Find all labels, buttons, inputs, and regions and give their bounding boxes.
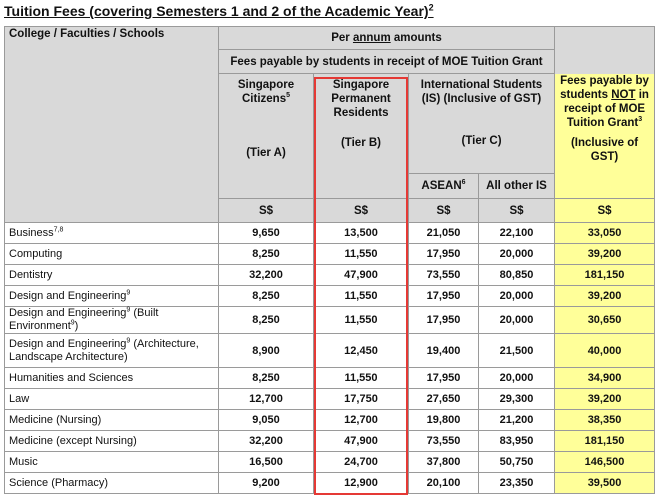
cell-spr: 47,900 — [314, 431, 409, 452]
cell-asean: 17,950 — [409, 244, 479, 265]
cell-other-is: 83,950 — [479, 431, 555, 452]
per-annum-header: Per annum amounts — [219, 27, 555, 50]
cell-asean: 17,950 — [409, 286, 479, 307]
cell-other-is: 22,100 — [479, 223, 555, 244]
row-college-name: Medicine (Nursing) — [5, 410, 219, 431]
cell-spr: 11,550 — [314, 244, 409, 265]
asean-header: ASEAN$^6$ — [409, 174, 479, 199]
row-college-name: Law — [5, 389, 219, 410]
moe-grant-header: Fees payable by students in receipt of MOE Tuition Grant — [219, 50, 555, 74]
cell-other-is: 80,850 — [479, 265, 555, 286]
row-college-name: Humanities and Sciences — [5, 368, 219, 389]
singapore-pr-header: Singapore Permanent Residents (Tier B) — [314, 74, 409, 199]
table-row — [5, 368, 655, 389]
cell-sc: 8,900 — [219, 334, 314, 368]
row-college-name: Science (Pharmacy) — [5, 473, 219, 494]
row-college-name: Computing — [5, 244, 219, 265]
page-title-footnote: 2 — [428, 2, 434, 13]
cell-other-is: 20,000 — [479, 307, 555, 334]
cell-spr: 11,550 — [314, 368, 409, 389]
tier-c-label: (Tier C) — [461, 135, 502, 147]
cell-sc: 8,250 — [219, 286, 314, 307]
table-row — [5, 452, 655, 473]
international-students-header: International Students (IS) (Inclusive of GST) (Tier C) — [409, 74, 555, 174]
cell-other-is: 50,750 — [479, 452, 555, 473]
tier-b-label: (Tier B) — [340, 137, 382, 149]
cell-asean: 37,800 — [409, 452, 479, 473]
cell-asean: 17,950 — [409, 368, 479, 389]
row-college-name: Design and Engineering$^9$ (Built Environment$^9$) — [5, 307, 219, 334]
row-college-name: Music — [5, 452, 219, 473]
cell-sc: 8,250 — [219, 307, 314, 334]
cell-non-grant: 33,050 — [555, 223, 655, 244]
tier-a-label: (Tier A) — [246, 147, 286, 159]
singapore-citizens-header: Singapore Citizens$^5$ (Tier A) — [219, 74, 314, 199]
per-annum-spacer — [555, 27, 655, 74]
cell-other-is: 20,000 — [479, 286, 555, 307]
cell-sc: 32,200 — [219, 431, 314, 452]
tuition-fees-table — [4, 26, 655, 494]
currency-sc: S$ — [219, 199, 314, 223]
currency-nongrant: S$ — [555, 199, 655, 223]
cell-other-is: 29,300 — [479, 389, 555, 410]
cell-asean: 73,550 — [409, 431, 479, 452]
row-college-name: Design and Engineering$^9$ — [5, 286, 219, 307]
cell-spr: 12,450 — [314, 334, 409, 368]
cell-spr: 24,700 — [314, 452, 409, 473]
table-row — [5, 410, 655, 431]
cell-other-is: 21,200 — [479, 410, 555, 431]
cell-asean: 27,650 — [409, 389, 479, 410]
cell-asean: 17,950 — [409, 307, 479, 334]
cell-non-grant: 181,150 — [555, 265, 655, 286]
cell-other-is: 20,000 — [479, 368, 555, 389]
cell-other-is: 21,500 — [479, 334, 555, 368]
cell-spr: 11,550 — [314, 307, 409, 334]
cell-asean: 21,050 — [409, 223, 479, 244]
table-row — [5, 473, 655, 494]
cell-spr: 12,900 — [314, 473, 409, 494]
non-grant-gst-label: (Inclusive of GST) — [570, 136, 639, 163]
cell-asean: 73,550 — [409, 265, 479, 286]
cell-spr: 11,550 — [314, 286, 409, 307]
cell-other-is: 20,000 — [479, 244, 555, 265]
row-college-name: Business$^{7,8}$ — [5, 223, 219, 244]
cell-sc: 8,250 — [219, 244, 314, 265]
table-row — [5, 244, 655, 265]
cell-sc: 9,200 — [219, 473, 314, 494]
cell-non-grant: 39,200 — [555, 286, 655, 307]
cell-non-grant: 39,200 — [555, 244, 655, 265]
all-other-is-header: All other IS — [479, 174, 555, 199]
cell-non-grant: 146,500 — [555, 452, 655, 473]
cell-sc: 32,200 — [219, 265, 314, 286]
cell-sc: 16,500 — [219, 452, 314, 473]
currency-asean: S$ — [409, 199, 479, 223]
currency-spr: S$ — [314, 199, 409, 223]
cell-spr: 47,900 — [314, 265, 409, 286]
table-row — [5, 389, 655, 410]
cell-spr: 17,750 — [314, 389, 409, 410]
cell-sc: 9,650 — [219, 223, 314, 244]
cell-other-is: 23,350 — [479, 473, 555, 494]
cell-spr: 12,700 — [314, 410, 409, 431]
cell-non-grant: 30,650 — [555, 307, 655, 334]
table-row — [5, 223, 655, 244]
cell-non-grant: 38,350 — [555, 410, 655, 431]
row-college-name: Dentistry — [5, 265, 219, 286]
cell-spr: 13,500 — [314, 223, 409, 244]
cell-sc: 12,700 — [219, 389, 314, 410]
cell-non-grant: 40,000 — [555, 334, 655, 368]
table-row — [5, 307, 655, 334]
cell-sc: 9,050 — [219, 410, 314, 431]
cell-non-grant: 39,200 — [555, 389, 655, 410]
non-grant-header: Fees payable by students NOT in receipt of MOE Tuition Grant$^3$ (Inclusive of GST) — [555, 74, 655, 199]
cell-asean: 19,400 — [409, 334, 479, 368]
college-column-header: College / Faculties / Schools — [5, 27, 219, 223]
page-title-text: Tuition Fees (covering Semesters 1 and 2 of the Academic Year) — [4, 3, 429, 19]
cell-sc: 8,250 — [219, 368, 314, 389]
table-row — [5, 431, 655, 452]
cell-non-grant: 34,900 — [555, 368, 655, 389]
table-row — [5, 334, 655, 368]
cell-non-grant: 181,150 — [555, 431, 655, 452]
row-college-name: Design and Engineering$^9$ (Architecture, Landscape Architecture) — [5, 334, 219, 368]
table-row — [5, 265, 655, 286]
cell-asean: 20,100 — [409, 473, 479, 494]
currency-other: S$ — [479, 199, 555, 223]
cell-asean: 19,800 — [409, 410, 479, 431]
table-row — [5, 286, 655, 307]
row-college-name: Medicine (except Nursing) — [5, 431, 219, 452]
page-title — [4, 3, 434, 19]
cell-non-grant: 39,500 — [555, 473, 655, 494]
